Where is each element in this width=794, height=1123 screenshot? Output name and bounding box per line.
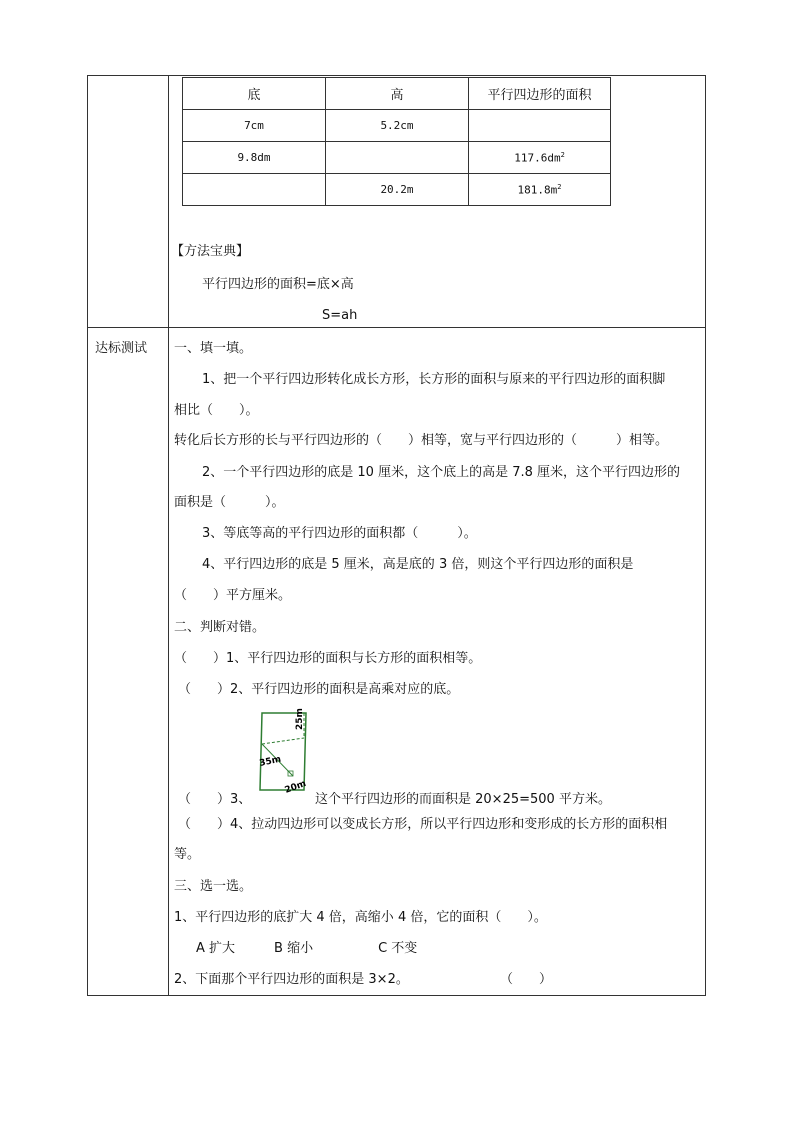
diagonal-line [262,738,304,744]
judge-item: 等。 [174,847,201,862]
table-cell: 20.2m [326,174,469,206]
table-cell: 9.8dm [183,142,326,174]
table-cell-with-unit [469,174,611,206]
question-text: 3、等底等高的平行四边形的面积都（ ）。 [202,526,477,541]
superscript: 2 [557,182,562,191]
question-text: 转化后长方形的长与平行四边形的（ ）相等，宽与平行四边形的（ ）相等。 [174,433,669,448]
question-text: 面积是（ ）。 [174,495,285,510]
table-cell [469,110,611,142]
judge-item: （ ）4、拉动四边形可以变成长方形，所以平行四边形和变形成的长方形的面积相 [178,817,668,832]
table-cell [183,174,326,206]
column-divider [168,76,169,995]
parallelogram-figure [165,640,325,800]
judge-item: （ ）1、平行四边形的面积与长方形的面积相等。 [174,651,482,666]
judge-item: （ ）2、平行四边形的面积是高乘对应的底。 [178,682,460,697]
judge-item-prefix: （ ）3、 [178,792,252,807]
table-cell: 7cm [183,110,326,142]
table-cell-value: 117.6dm [514,151,561,165]
judge-item: 这个平行四边形的而面积是 20×25=500 平方米。 [315,792,611,807]
label-bottom: 20m [283,778,308,796]
table-cell [326,142,469,174]
choice-options: A 扩大 B 缩小 C 不变 [196,941,418,956]
choice-question: 2、下面那个平行四边形的面积是 3×2。 [174,972,409,987]
side-label: 达标测试 [95,341,148,356]
question-text: 2、一个平行四边形的底是 10 厘米，这个底上的高是 7.8 厘米，这个平行四边形的 [202,465,681,480]
section-title: 二、判断对错。 [174,620,266,635]
header-base: 底 [183,78,326,110]
table-header-row [183,78,611,110]
superscript: 2 [560,150,565,159]
table-row [183,110,611,142]
section-title: 一、填一填。 [174,341,253,356]
base-height-area-table [182,77,611,206]
question-text: （ ）平方厘米。 [174,588,292,603]
answer-blank: （ ） [500,972,553,987]
row-divider [88,327,705,328]
method-formula-symbolic: S=ah [322,308,358,323]
header-area: 平行四边形的面积 [469,78,611,110]
question-text: 相比（ ）。 [174,403,259,418]
method-title: 【方法宝典】 [171,244,250,259]
choice-question: 1、平行四边形的底扩大 4 倍，高缩小 4 倍，它的面积（ ）。 [174,910,547,925]
label-top: 25m [295,708,305,730]
header-height: 高 [326,78,469,110]
table-cell-with-unit [469,142,611,174]
table-cell-value: 181.8m [517,183,558,197]
question-text: 4、平行四边形的底是 5 厘米，高是底的 3 倍，则这个平行四边形的面积是 [202,557,634,572]
question-text: 1、把一个平行四边形转化成长方形，长方形的面积与原来的平行四边形的面积脚 [202,372,666,387]
section-title: 三、选一选。 [174,879,253,894]
label-left: 35m [258,754,283,769]
table-row [183,142,611,174]
method-formula: 平行四边形的面积=底×高 [202,277,354,292]
table-cell: 5.2cm [326,110,469,142]
table-row [183,174,611,206]
